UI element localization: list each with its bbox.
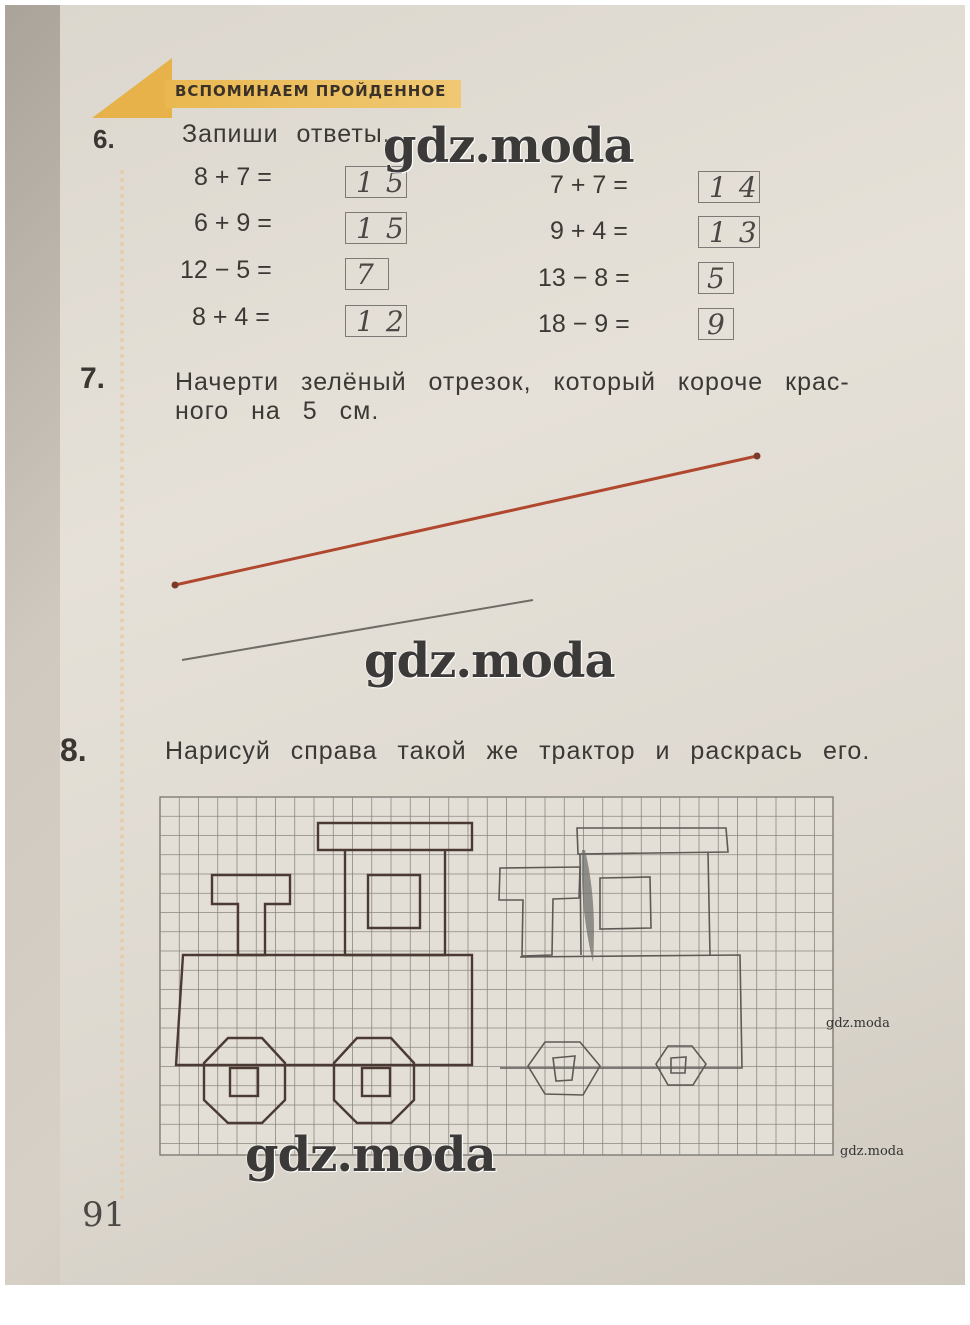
red-segment-start-point [172, 582, 179, 589]
answer-box-right-3[interactable]: 5 [698, 262, 734, 294]
page-number: 91 [82, 1195, 126, 1235]
equation-right-3: 13 − 8 = [538, 264, 630, 292]
section-banner-title: ВСПОМИНАЕМ ПРОЙДЕННОЕ [175, 82, 447, 100]
task7-number: 7. [80, 362, 106, 395]
answer-box-left-3[interactable]: 7 [345, 258, 389, 290]
equation-left-2: 6 + 9 = [194, 209, 272, 237]
task6-number: 6. [93, 124, 115, 154]
red-segment [175, 456, 757, 585]
task7-text-line1: Начерти зелёный отрезок, который короче крас- [175, 368, 850, 396]
watermark-bottom: gdz.moda [245, 1127, 496, 1183]
answer-box-left-1[interactable]: 15 [345, 166, 407, 198]
watermark-top: gdz.moda [383, 118, 634, 174]
answer-box-left-2[interactable]: 15 [345, 212, 407, 244]
task8-number: 8. [60, 732, 87, 768]
answer-box-left-4[interactable]: 12 [345, 305, 407, 337]
equation-right-1: 7 + 7 = [550, 171, 628, 199]
answer-box-right-1[interactable]: 14 [698, 171, 760, 203]
equation-right-2: 9 + 4 = [550, 217, 628, 245]
watermark-small-1: gdz.moda [826, 1016, 890, 1031]
task7-text-line2: ного на 5 см. [175, 397, 380, 425]
equation-left-4: 8 + 4 = [192, 303, 270, 331]
grid-border [160, 797, 833, 1155]
task8-text: Нарисуй справа такой же трактор и раскрась его. [165, 737, 871, 765]
equation-left-3: 12 − 5 = [180, 256, 272, 284]
answer-box-right-2[interactable]: 13 [698, 216, 760, 248]
watermark-small-2: gdz.moda [840, 1144, 904, 1159]
equation-right-4: 18 − 9 = [538, 310, 630, 338]
red-segment-end-point [754, 453, 761, 460]
grid-paper [160, 797, 833, 1155]
watermark-middle: gdz.moda [364, 633, 615, 689]
equation-left-1: 8 + 7 = [194, 163, 272, 191]
task6-prompt: Запиши ответы. [182, 120, 391, 148]
answer-box-right-4[interactable]: 9 [698, 308, 734, 340]
